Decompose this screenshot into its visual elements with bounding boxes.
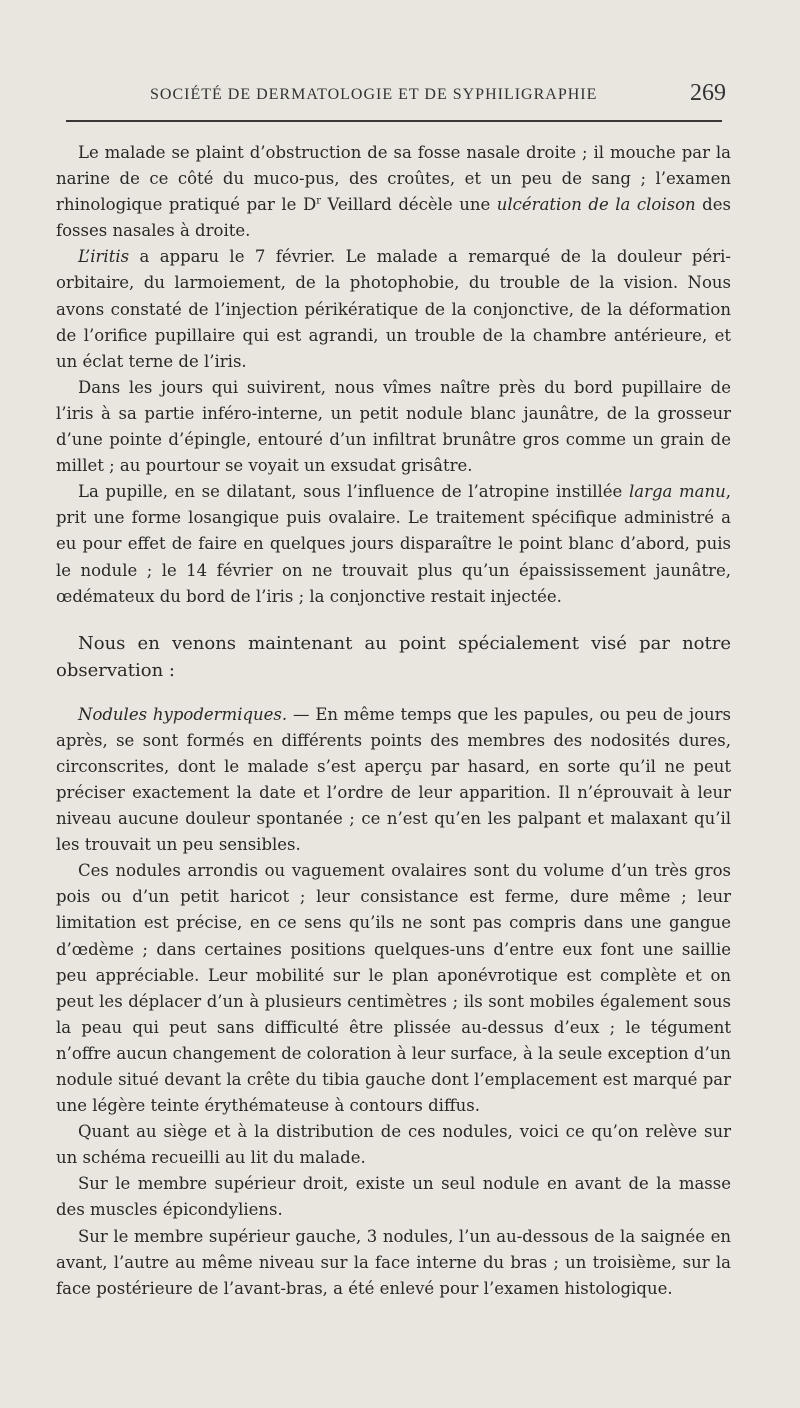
paragraph-nodule-iris: Dans les jours qui suivirent, nous vîmes naître près du bord pupillaire de l’iris à sa partie inféro-interne, un petit nodule blanc jaunâtre, de la grosseur d’une pointe d’épingle, entouré d’un infiltrat brunâtre gros comme un grain de millet ; au pourtour se voyait un exsudat grisâtre. xyxy=(56,377,731,476)
header-rule xyxy=(66,120,722,122)
page-number: 269 xyxy=(690,80,726,106)
paragraph-nodules-hypodermiques: Nodules hypodermiques. — En même temps que les papules, ou peu de jours après, se sont formés en différents points des membres des nodosités dures, circonscrites, dont le malade s’est aperçu par hasard, en sorte qu’il ne peut préciser exactement la date et l’ordre de leur apparition. Il n’éprouvait à leur niveau aucune douleur spontanée ; ce n’est qu’en les palpant et malaxant qu’il les trouvait un peu sensibles. xyxy=(56,704,732,855)
paragraph-left-arm: Sur le membre supérieur gauche, 3 nodules, l’un au-dessous de la saignée en avant, l’autre au même niveau sur la face interne du bras ; un troisième, sur la face postérieure de l’avant-bras, a été enlevé pour l’examen histologique. xyxy=(56,1226,731,1298)
paragraph-observation: Nous en venons maintenant au point spécialement visé par notre observation : xyxy=(56,632,731,681)
page-header xyxy=(60,80,726,110)
paragraph-nasal: Le malade se plaint d’obstruction de sa fosse nasale droite ; il mouche par la narine de ce côté du muco-pus, des croûtes, et un peu de sang ; l’examen rhinologique pratiqué par le $D^r$ Veillard décèle une ulcération de la cloison des fosses nasales à droite. xyxy=(56,143,731,241)
paragraph-nodule-description: Ces nodules arrondis ou vaguement ovalaires sont du volume d’un très gros pois ou d’un petit haricot ; leur consistance est ferme, dure même ; leur limitation est précise, en ce sens qu’ils ne sont pas compris dans une gangue d’œdème ; dans certaines positions quelques-uns d’entre eux font une saillie peu appréciable. Leur mobilité sur le plan aponévrotique est complète et on peut les déplacer d’un à plusieurs centimètres ; ils sont mobiles également sous la peau qui peut sans difficulté être plissée au-dessus d’eux ; le tégument n’offre aucun changement de coloration à leur surface, à la seule exception d’un nodule situé devant la crête du tibia gauche dont l’emplacement est marqué par une légère teinte érythémateuse à contours diffus. xyxy=(56,861,731,1116)
running-head: SOCIÉTÉ DE DERMATOLOGIE ET DE SYPHILIGRAPHIE xyxy=(150,86,598,103)
page-body xyxy=(56,140,731,1302)
paragraph-iritis: L’iritis a apparu le 7 février. Le malade a remarqué de la douleur péri-orbitaire, du larmoiement, de la photophobie, du trouble de la vision. Nous avons constaté de l’injection périkératique de la conjonctive, de la déformation de l’orifice pupillaire qui est agrandi, un trouble de la chambre antérieure, et un éclat terne de l’iris. xyxy=(56,247,731,371)
paragraph-distribution: Quant au siège et à la distribution de ces nodules, voici ce qu’on relève sur un schéma recueilli au lit du malade. xyxy=(56,1122,731,1168)
paragraph-right-arm: Sur le membre supérieur droit, existe un seul nodule en avant de la masse des muscles épicondyliens. xyxy=(56,1174,731,1220)
paragraph-pupil: La pupille, en se dilatant, sous l’influence de l’atropine instillée larga manu, prit une forme losangique puis ovalaire. Le traitement spécifique administré a eu pour effet de faire en quelques jours disparaître le point blanc d’abord, puis le nodule ; le 14 février on ne trouvait plus qu’un épaississement jaunâtre, œdémateux du bord de l’iris ; la conjonctive restait injectée. xyxy=(56,482,731,606)
